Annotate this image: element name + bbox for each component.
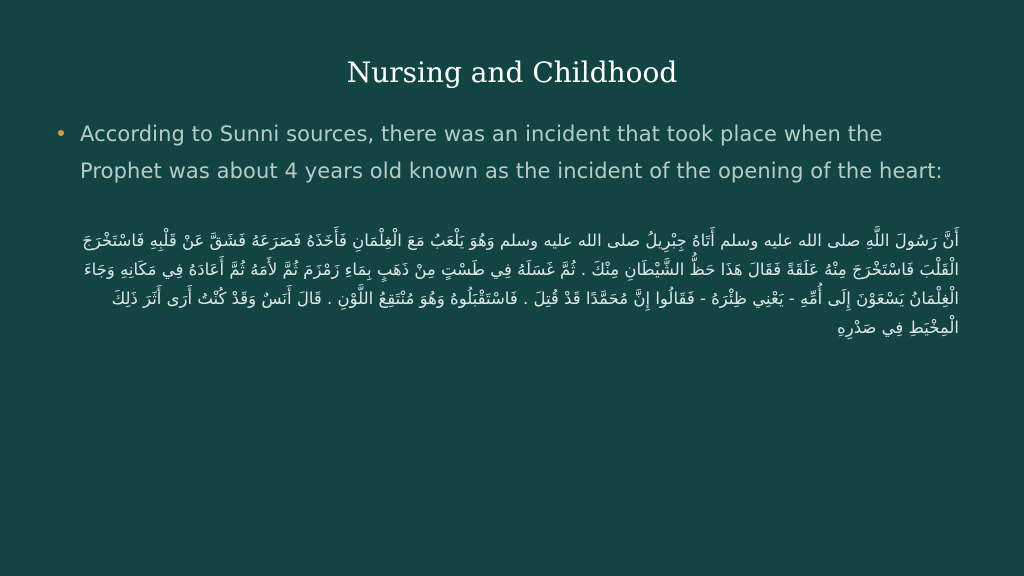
bullet-text: According to Sunni sources, there was an incident that took place when the Prophet was about 4 years old known as the incident of the opening of the heart:	[80, 122, 943, 183]
slide-title: Nursing and Childhood	[346, 56, 678, 89]
arabic-hadith-text: أَنَّ رَسُولَ اللَّهِ صلى الله عليه وسلم أَتَاهُ جِبْرِيلُ صلى الله عليه وسلم وَهُوَ يَلْعَبُ مَعَ الْغِلْمَانِ فَأَخَذَهُ فَصَرَعَهُ فَشَقَّ عَنْ قَلْبِهِ فَاسْتَخْرَجَ الْقَلْبَ فَاسْتَخْرَجَ مِنْهُ عَلَقَةً فَقَالَ هَذَا حَظُّ الشَّيْطَانِ مِنْكَ . ثُمَّ غَسَلَهُ فِي طَسْتٍ مِنْ ذَهَبٍ بِمَاءِ زَمْزَمَ ثُمَّ لأَمَهُ ثُمَّ أَعَادَهُ فِي مَكَانِهِ وَجَاءَ الْغِلْمَانُ يَسْعَوْنَ إِلَى أُمِّهِ - يَعْنِي ظِئْرَهُ - فَقَالُوا إِنَّ مُحَمَّدًا قَدْ قُتِلَ . فَاسْتَقْبَلُوهُ وَهُوَ مُنْتَقِعُ اللَّوْنِ . قَالَ أَنَسٌ وَقَدْ كُنْتُ أَرَى أَثَرَ ذَلِكَ الْمِخْيَطِ فِي صَدْرِهِ	[82, 231, 959, 337]
bullet-dot-icon	[58, 130, 64, 136]
